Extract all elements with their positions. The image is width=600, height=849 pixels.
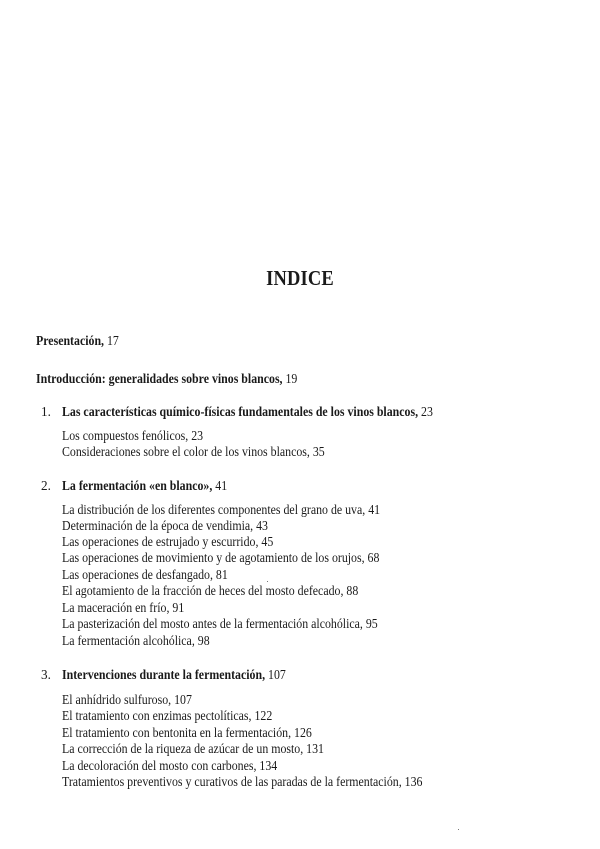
toc-entry-page: 19 xyxy=(285,371,298,386)
chapter-page: 41 xyxy=(215,478,228,493)
scan-speck xyxy=(267,581,268,582)
toc-item: El tratamiento con bentonita en la fermentación, 126 xyxy=(62,725,312,740)
toc-item: Consideraciones sobre el color de los vinos blancos, 35 xyxy=(62,444,325,459)
toc-item: Las operaciones de desfangado, 81 xyxy=(62,567,228,582)
toc-item: Determinación de la época de vendimia, 43 xyxy=(62,518,268,533)
toc-item: La pasterización del mosto antes de la fermentación alcohólica, 95 xyxy=(62,616,378,631)
toc-entry-presentacion xyxy=(36,333,119,349)
chapter-title: Las características químico-físicas fundamentales de los vinos blancos, xyxy=(62,404,419,419)
chapter-title: La fermentación «en blanco», xyxy=(62,478,213,493)
chapter-heading-2 xyxy=(62,478,227,494)
toc-item: Los compuestos fenólicos, 23 xyxy=(62,428,204,443)
toc-entry-introduccion xyxy=(36,371,297,387)
chapter-number: 1. xyxy=(41,404,51,419)
toc-item: Las operaciones de estrujado y escurrido, 45 xyxy=(62,534,274,549)
chapter-heading-1 xyxy=(62,404,433,420)
toc-item: La fermentación alcohólica, 98 xyxy=(62,633,210,648)
chapter-page: 107 xyxy=(268,667,286,682)
chapter-number: 2. xyxy=(41,478,51,493)
toc-item: La decoloración del mosto con carbones, 134 xyxy=(62,758,278,773)
scan-speck xyxy=(458,829,459,830)
toc-item: La maceración en frío, 91 xyxy=(62,600,185,615)
toc-item: La distribución de los diferentes componentes del grano de uva, 41 xyxy=(62,502,381,517)
chapter-number: 3. xyxy=(41,667,51,682)
toc-item: Tratamientos preventivos y curativos de las paradas de la fermentación, 136 xyxy=(62,774,423,789)
toc-entry-label: Presentación, xyxy=(36,333,105,348)
toc-item: La corrección de la riqueza de azúcar de un mosto, 131 xyxy=(62,741,324,756)
toc-item: El agotamiento de la fracción de heces del mosto defecado, 88 xyxy=(62,583,359,598)
page-title: INDICE xyxy=(266,266,334,290)
toc-item: El tratamiento con enzimas pectolíticas, 122 xyxy=(62,708,273,723)
chapter-title: Intervenciones durante la fermentación, xyxy=(62,667,266,682)
toc-entry-page: 17 xyxy=(106,333,119,348)
chapter-heading-3 xyxy=(62,667,286,683)
toc-entry-label: Introducción: generalidades sobre vinos blancos, xyxy=(36,371,283,386)
toc-item: El anhídrido sulfuroso, 107 xyxy=(62,692,192,707)
chapter-page: 23 xyxy=(421,404,433,419)
toc-item: Las operaciones de movimiento y de agotamiento de los orujos, 68 xyxy=(62,550,380,565)
